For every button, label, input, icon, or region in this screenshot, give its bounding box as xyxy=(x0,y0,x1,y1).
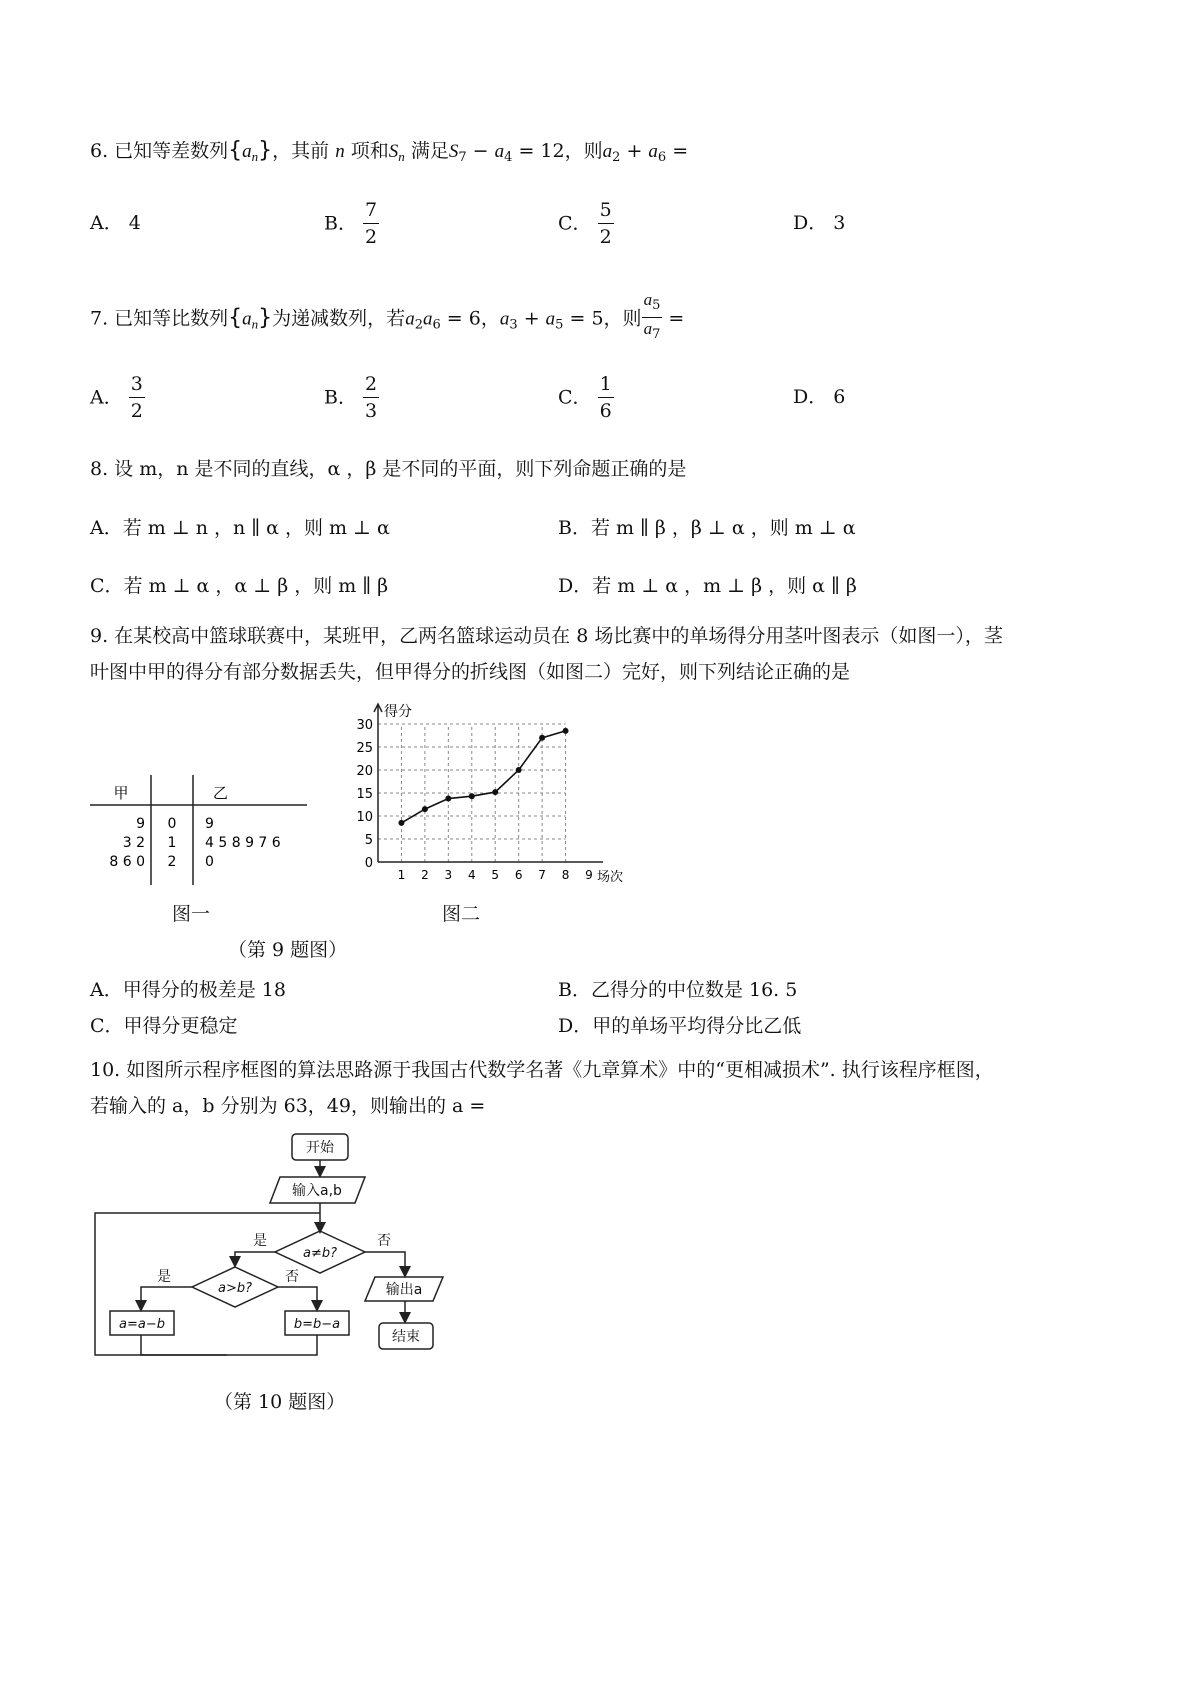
y-tick-label: 5 xyxy=(364,833,373,848)
stemleaf-row2-left: 8 6 0 xyxy=(109,854,145,870)
x-tick-label: 5 xyxy=(491,868,500,882)
data-point xyxy=(492,789,498,795)
flow-output: 输出a xyxy=(385,1282,423,1298)
data-point xyxy=(469,793,475,799)
data-point xyxy=(539,735,545,741)
y-tick-label: 10 xyxy=(356,810,373,825)
x-tick-label: 1 xyxy=(397,868,406,882)
y-tick-label: 30 xyxy=(356,718,373,733)
x-axis-label: 场次 xyxy=(597,870,624,885)
x-tick-label: 2 xyxy=(421,868,429,882)
q9-option-a[interactable]: A．甲得分的极差是 18 xyxy=(90,979,286,1001)
flow-yes2: 是 xyxy=(157,1269,171,1285)
data-point xyxy=(422,806,428,812)
flow-cond2: a>b? xyxy=(217,1281,253,1296)
q10-figure-caption: （第 10 题图） xyxy=(214,1391,346,1413)
y-tick-label: 15 xyxy=(356,787,373,802)
q8-option-d[interactable]: D．若 m ⊥ α ，m ⊥ β ，则 α ∥ β xyxy=(558,575,857,597)
flow-input: 输入a,b xyxy=(292,1183,342,1199)
fig1-caption: 图一 xyxy=(172,903,211,925)
q6-stem: 6. 已知等差数列$\{a_n\}$，其前 n 项和$S_n$ 满足$S_7 - a_4 = 12$，则$a_2 + a_6$ = xyxy=(90,138,689,165)
stemleaf-row0-left: 9 xyxy=(136,816,145,832)
x-tick-label: 8 xyxy=(561,868,570,882)
stemleaf-row1-left: 3 2 xyxy=(122,835,145,851)
q6-option-c[interactable]: C． $\frac{5}{2}$ xyxy=(558,199,612,248)
flow-no1: 否 xyxy=(377,1233,391,1249)
data-point xyxy=(445,796,451,802)
stem-leaf-plot xyxy=(85,770,315,890)
flow-assign1: a=a−b xyxy=(119,1317,165,1332)
q7-option-b[interactable]: B． $\frac{2}{3}$ xyxy=(324,373,378,422)
q8-option-c[interactable]: C．若 m ⊥ α ，α ⊥ β ，则 m ∥ β xyxy=(90,575,389,597)
y-axis-label: 得分 xyxy=(384,704,412,720)
q9-stem-line2: 叶图中甲的得分有部分数据丢失，但甲得分的折线图（如图二）完好，则下列结论正确的是 xyxy=(90,661,851,683)
stemleaf-row2-stem: 2 xyxy=(167,854,177,870)
y-tick-label: 0 xyxy=(364,856,373,871)
q9-stem-line1: 9. 在某校高中篮球联赛中，某班甲，乙两名篮球运动员在 8 场比赛中的单场得分用茎叶图表示（如图一），茎 xyxy=(90,625,1003,647)
flow-cond1: a≠b? xyxy=(302,1246,338,1261)
q8-option-a[interactable]: A．若 m ⊥ n ，n ∥ α ，则 m ⊥ α xyxy=(90,517,390,539)
q10-stem-line1: 10. 如图所示程序框图的算法思路源于我国古代数学名著《九章算术》中的“更相减损术”. 执行该程序框图， xyxy=(90,1059,994,1081)
stemleaf-header-left: 甲 xyxy=(113,784,129,802)
q7-stem: 7. 已知等比数列$\{a_n\}$为递减数列，若$a_2a_6 = 6$，$a_3 + a_5 = 5$，则 $\frac{a_5}{a_7}$ = xyxy=(90,290,685,342)
y-tick-label: 25 xyxy=(356,741,373,756)
q6-prefix: 6. 已知等差数列 xyxy=(90,140,229,162)
data-point xyxy=(563,728,569,734)
flow-no2: 否 xyxy=(285,1269,299,1285)
x-tick-label: 4 xyxy=(467,868,476,882)
q7-option-c[interactable]: C． $\frac{1}{6}$ xyxy=(558,373,612,422)
q6-option-a[interactable]: A． 4 xyxy=(90,212,141,234)
y-tick-label: 20 xyxy=(356,764,373,779)
data-point xyxy=(398,820,404,826)
q9-option-c[interactable]: C．甲得分更稳定 xyxy=(90,1015,238,1037)
q10-stem-line2: 若输入的 a，b 分别为 63，49，则输出的 a = xyxy=(90,1095,486,1117)
x-tick-label: 7 xyxy=(538,868,546,882)
stemleaf-row1-stem: 1 xyxy=(167,835,177,851)
stemleaf-row0-stem: 0 xyxy=(167,816,177,832)
x-tick-label: 9 xyxy=(585,868,593,882)
score-line-chart xyxy=(340,692,624,892)
stemleaf-row1-right: 4 5 8 9 7 6 xyxy=(205,835,281,851)
flow-assign2: b=b−a xyxy=(293,1317,341,1332)
flow-start: 开始 xyxy=(306,1140,334,1156)
q7-option-d[interactable]: D． 6 xyxy=(793,386,846,408)
flow-end: 结束 xyxy=(392,1329,420,1345)
q6-c-fraction: $\frac{5}{2}$ xyxy=(599,199,612,248)
q8-stem: 8. 设 m，n 是不同的直线，α ，β 是不同的平面，则下列命题正确的是 xyxy=(90,458,687,480)
q6-option-d[interactable]: D． 3 xyxy=(793,212,846,234)
q9-figure-caption: （第 9 题图） xyxy=(228,939,348,961)
q6-option-b[interactable]: B． $\frac{7}{2}$ xyxy=(324,199,378,248)
stemleaf-row0-right: 9 xyxy=(205,816,214,832)
q7-option-a[interactable]: A． $\frac{3}{2}$ xyxy=(90,373,143,422)
q9-option-b[interactable]: B．乙得分的中位数是 16. 5 xyxy=(558,979,798,1001)
x-tick-label: 3 xyxy=(444,868,453,882)
q8-option-b[interactable]: B．若 m ∥ β ，β ⊥ α ，则 m ⊥ α xyxy=(558,517,856,539)
algorithm-flowchart xyxy=(85,1125,465,1375)
stemleaf-row2-right: 0 xyxy=(205,854,214,870)
flow-yes1: 是 xyxy=(253,1233,267,1249)
data-point xyxy=(516,767,522,773)
q9-option-d[interactable]: D．甲的单场平均得分比乙低 xyxy=(558,1015,802,1037)
stemleaf-header-right: 乙 xyxy=(213,784,229,802)
q6-b-fraction: $\frac{7}{2}$ xyxy=(365,199,378,248)
x-tick-label: 6 xyxy=(514,868,523,882)
fig2-caption: 图二 xyxy=(442,903,481,925)
